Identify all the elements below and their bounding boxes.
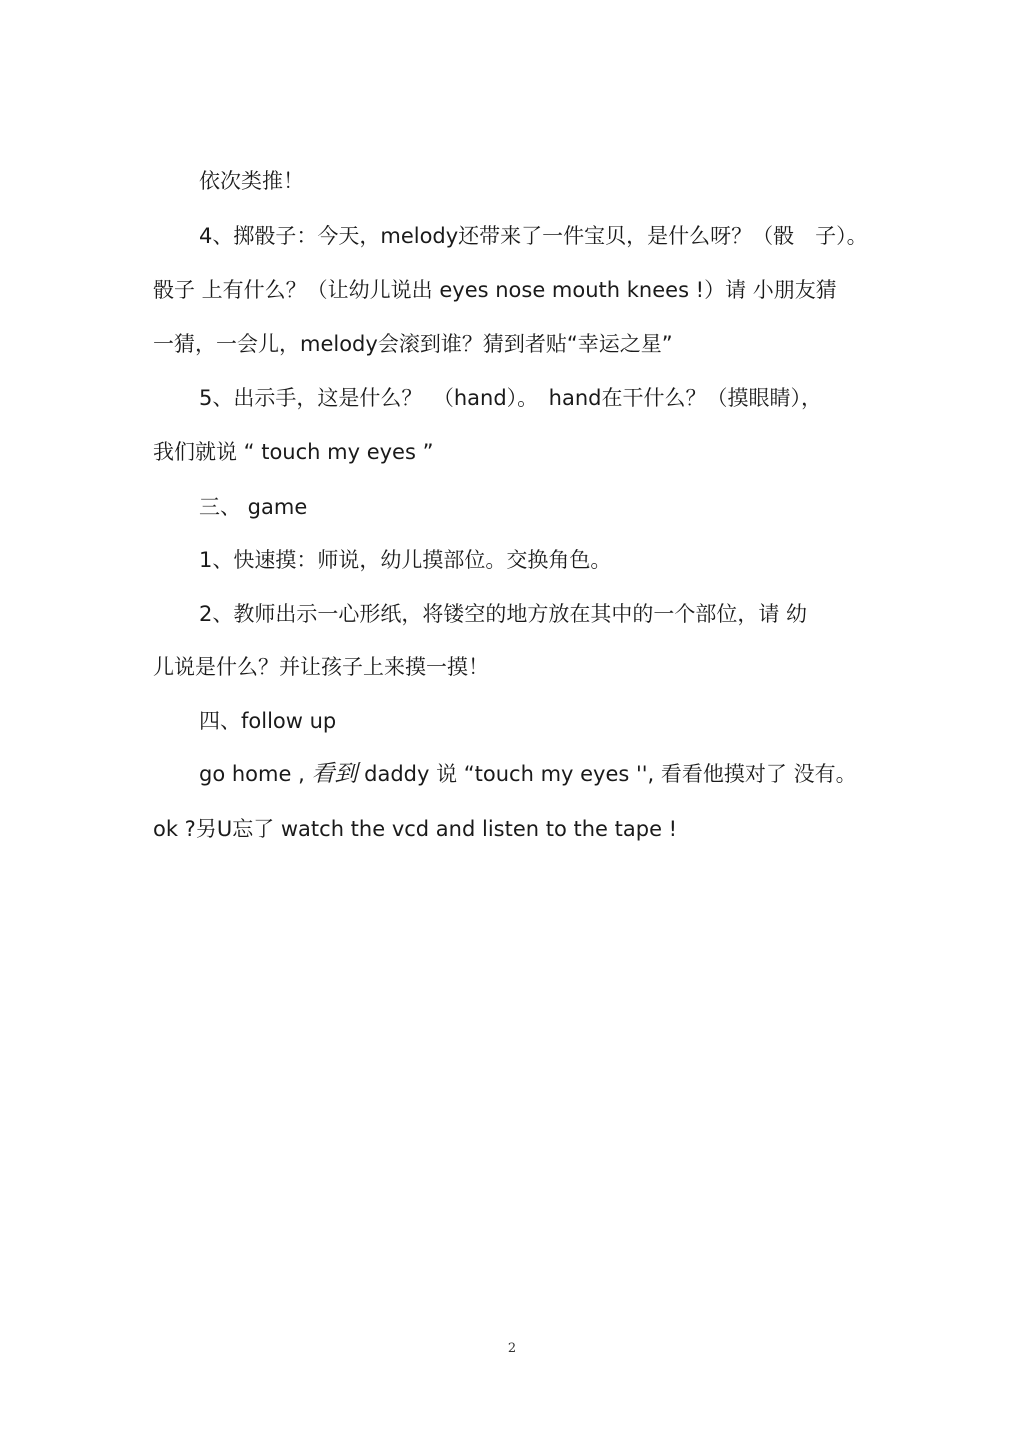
text-italic-kandao: 看到 bbox=[311, 761, 358, 787]
text-line-13: ok ?另U忘了 watch the vcd and listen to the tape ! bbox=[153, 817, 678, 841]
section-heading-follow-up: 四、follow up bbox=[199, 709, 337, 733]
text-line-10: 儿说是什么？并让孩子上来摸一摸！ bbox=[153, 655, 489, 679]
text-line-12 bbox=[199, 760, 857, 788]
text-line-8: 1、快速摸：师说，幼儿摸部位。交换角色。 bbox=[199, 548, 612, 572]
page-number: 2 bbox=[507, 1341, 517, 1356]
text-line-9: 2、教师出示一心形纸，将镂空的地方放在其中的一个部位，请 幼 bbox=[199, 602, 808, 626]
text-line-6: 我们就说 “ touch my eyes ” bbox=[153, 440, 434, 464]
text-daddy-says: daddy 说 “touch my eyes '', 看看他摸对了 没有。 bbox=[364, 762, 857, 786]
text-go-home: go home , bbox=[199, 762, 305, 786]
section-heading-game: 三、 game bbox=[199, 495, 308, 519]
text-line-1: 依次类推！ bbox=[199, 169, 304, 193]
text-line-4: 一猜，一会儿，melody会滚到谁？猜到者贴“幸运之星” bbox=[153, 332, 673, 356]
text-line-5: 5、出示手，这是什么？ （hand）。 hand在干什么？（摸眼睛）， bbox=[199, 386, 822, 410]
text-line-3: 骰子 上有什么？（让幼儿说出 eyes nose mouth knees !）请 小朋友猜 bbox=[153, 278, 837, 302]
text-line-2: 4、掷骰子：今天，melody还带来了一件宝贝，是什么呀？（骰 子）。 bbox=[199, 224, 868, 248]
